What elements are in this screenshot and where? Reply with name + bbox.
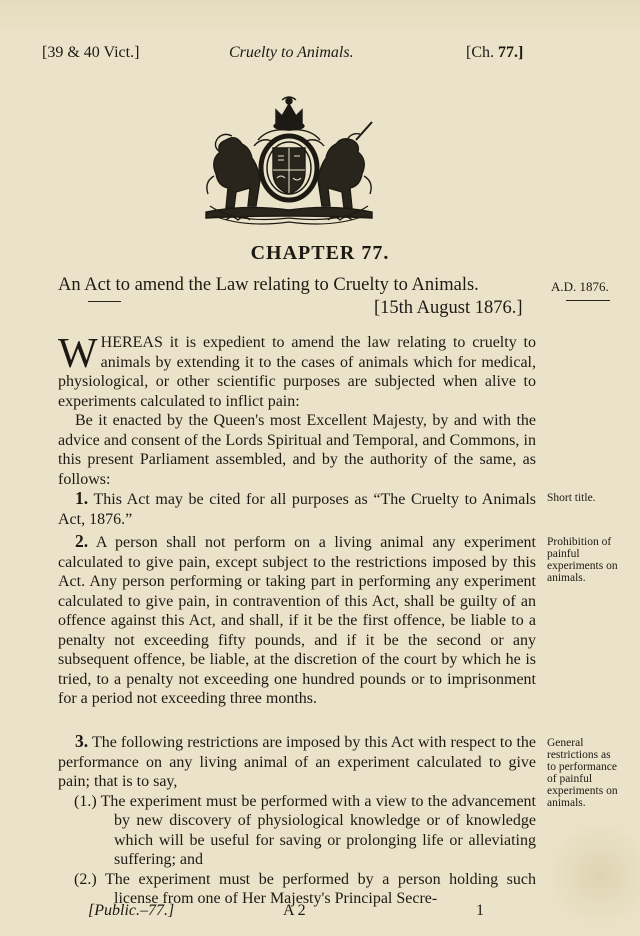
section-3-item-1 [74, 792, 536, 870]
item-text: The experiment must be performed with a view to the advancement by new discovery of physiological knowledge or of knowledge which will be useful for saving or prolonging life or alleviating suffering; and [100, 792, 537, 868]
section-2-paragraph [58, 532, 536, 709]
section-1-paragraph [58, 489, 536, 529]
section-number: 2. [75, 531, 89, 551]
preamble-text: HEREAS it is expedient to amend the law relating to cruelty to animals by extending it to the cases of animals which for medical, physiological, or other scientific purposes are subjected when alive to experiments calculated to inflict pain: [58, 334, 536, 410]
act-short-title: Cruelty to Animals. [229, 44, 354, 61]
short-rule-right [566, 300, 610, 301]
assent-date: [15th August 1876.] [374, 298, 523, 318]
chapter-ref-number: 77.] [498, 44, 524, 61]
item-text: The experiment must be performed by a person holding such license from one of Her Majesty's Principal Secre- [104, 870, 536, 907]
section-3 [58, 732, 536, 909]
section-1 [58, 489, 536, 529]
royal-arms-emblem [196, 96, 382, 228]
section-3-paragraph [58, 732, 536, 792]
paper-stain [540, 820, 640, 930]
preamble [58, 333, 536, 411]
side-note-general-restrictions: General restrictions as to performance of painful experiments on animals. [547, 737, 618, 809]
preamble-block [58, 333, 536, 489]
section-text: This Act may be cited for all purposes as “The Cruelty to Animals Act, 1876.” [58, 491, 536, 528]
section-number: 1. [75, 488, 89, 508]
item-label: (2.) [74, 870, 97, 888]
long-title: An Act to amend the Law relating to Cruelty to Animals. [58, 275, 479, 295]
regnal-year: [39 & 40 Vict.] [42, 44, 140, 61]
side-note-short-title: Short title. [547, 492, 596, 504]
enacting-formula: Be it enacted by the Queen's most Excellent Majesty, by and with the advice and consent of the Lords Spiritual and Temporal, and Commons, in this present Parliament assembled, and by the authority of the same, as follows: [58, 412, 536, 488]
paper-stain [0, 0, 640, 40]
signature-mark: A 2 [283, 902, 306, 919]
section-text: A person shall not perform on a living animal any experiment calculated to give pain, except subject to the restrictions imposed by this Act. Any person performing or taking part in performing any experiment calculated to give pain, in contravention of this Act, shall be guilty of an offence against this Act, and shall, if it be the first offence, be liable to a penalty not exceeding fifty pounds, and if it be the second or any subsequent offence, be liable, at the discretion of the court by which he is tried, to a penalty not exceeding one hundred pounds or to imprisonment for a period not exceeding three months. [58, 534, 536, 707]
page-number: 1 [476, 902, 484, 919]
section-text: The following restrictions are imposed by this Act with respect to the performance on any living animal of an experiment calculated to give pain; that is to say, [58, 734, 536, 790]
chapter-ref-prefix: [Ch. [466, 44, 494, 61]
item-label: (1.) [74, 792, 97, 810]
chapter-title: CHAPTER 77. [250, 242, 390, 264]
public-reference: [Public.–77.] [88, 902, 175, 919]
side-note-prohibition: Prohibition of painful experiments on animals. [547, 536, 618, 584]
chapter-reference [466, 44, 523, 62]
drop-capital: W [58, 331, 98, 377]
section-number: 3. [75, 731, 89, 751]
running-header [0, 44, 640, 68]
section-2 [58, 532, 536, 709]
anno-domini-note: A.D. 1876. [551, 279, 609, 294]
short-rule-left [88, 301, 121, 302]
